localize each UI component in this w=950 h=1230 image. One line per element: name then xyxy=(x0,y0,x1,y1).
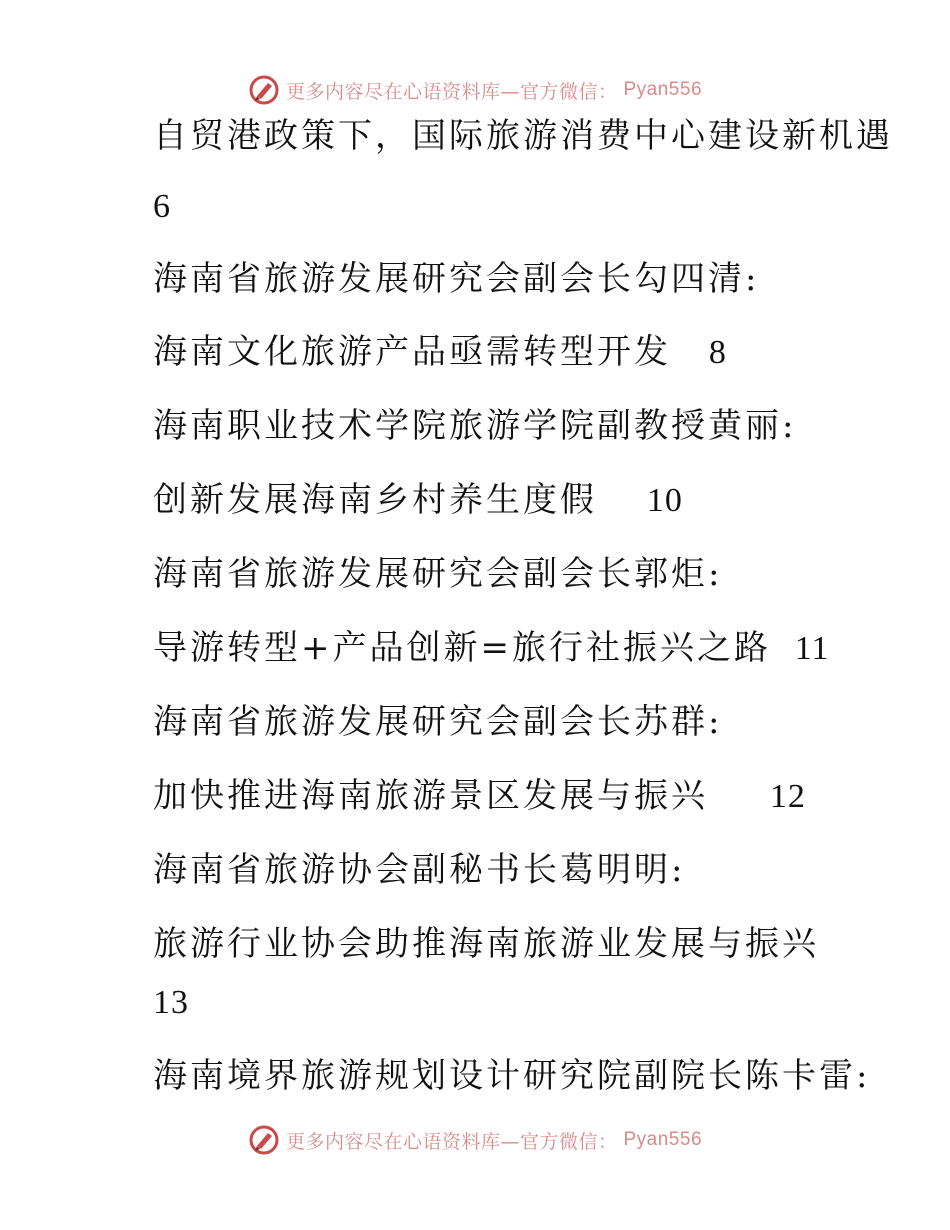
toc-page-number: 12 xyxy=(769,778,806,815)
toc-line xyxy=(153,408,796,444)
watermark-text: 更多内容尽在心语资料库—官方微信： xyxy=(285,80,618,103)
toc-line xyxy=(153,118,893,154)
watermark-text: 更多内容尽在心语资料库—官方微信： xyxy=(285,1130,618,1153)
toc-title: 旅游行业协会助推海南旅游业发展与振兴 xyxy=(153,924,819,964)
toc-author: 海南省旅游发展研究会副会长苏群: xyxy=(153,702,723,742)
toc-author: 海南境界旅游规划设计研究院副院长陈卡雷: xyxy=(153,1056,871,1096)
brand-logo-icon xyxy=(248,1124,280,1156)
toc-author: 海南省旅游协会副秘书长葛明明: xyxy=(153,850,686,890)
toc-page-number: 8 xyxy=(708,334,727,371)
toc-author: 海南职业技术学院旅游学院副教授黄丽: xyxy=(153,406,797,446)
toc-page-number: 13 xyxy=(153,984,189,1021)
toc-author: 海南省旅游发展研究会副会长郭炬: xyxy=(153,554,723,594)
watermark-wechat: Pyan556 xyxy=(623,1129,703,1150)
toc-line xyxy=(153,852,685,888)
toc-line xyxy=(153,1058,870,1094)
toc-page-number: 6 xyxy=(153,188,171,225)
watermark-header xyxy=(0,70,950,110)
toc-line xyxy=(153,704,722,740)
toc-line xyxy=(153,778,806,814)
toc-line xyxy=(153,926,819,962)
toc-author: 海南省旅游发展研究会副会长勾四清: xyxy=(153,259,760,299)
toc-page-number: 10 xyxy=(646,482,683,519)
toc-line xyxy=(153,984,189,1020)
toc-line xyxy=(153,188,171,224)
brand-logo-icon xyxy=(248,74,280,106)
toc-line xyxy=(153,630,830,666)
toc-line xyxy=(153,482,683,518)
toc-line xyxy=(153,261,759,297)
watermark-footer xyxy=(0,1120,950,1160)
toc-title: 海南文化旅游产品亟需转型开发 xyxy=(153,332,671,372)
watermark-wechat: Pyan556 xyxy=(623,79,703,100)
toc-title: 自贸港政策下，国际旅游消费中心建设新机遇 xyxy=(153,116,893,156)
toc-title: 加快推进海南旅游景区发展与振兴 xyxy=(153,776,708,816)
toc-page-number: 11 xyxy=(794,630,830,667)
toc-line xyxy=(153,334,727,370)
toc-title: 创新发展海南乡村养生度假 xyxy=(153,480,597,520)
toc-line xyxy=(153,556,722,592)
toc-title: 导游转型+产品创新=旅行社振兴之路 xyxy=(153,628,771,668)
